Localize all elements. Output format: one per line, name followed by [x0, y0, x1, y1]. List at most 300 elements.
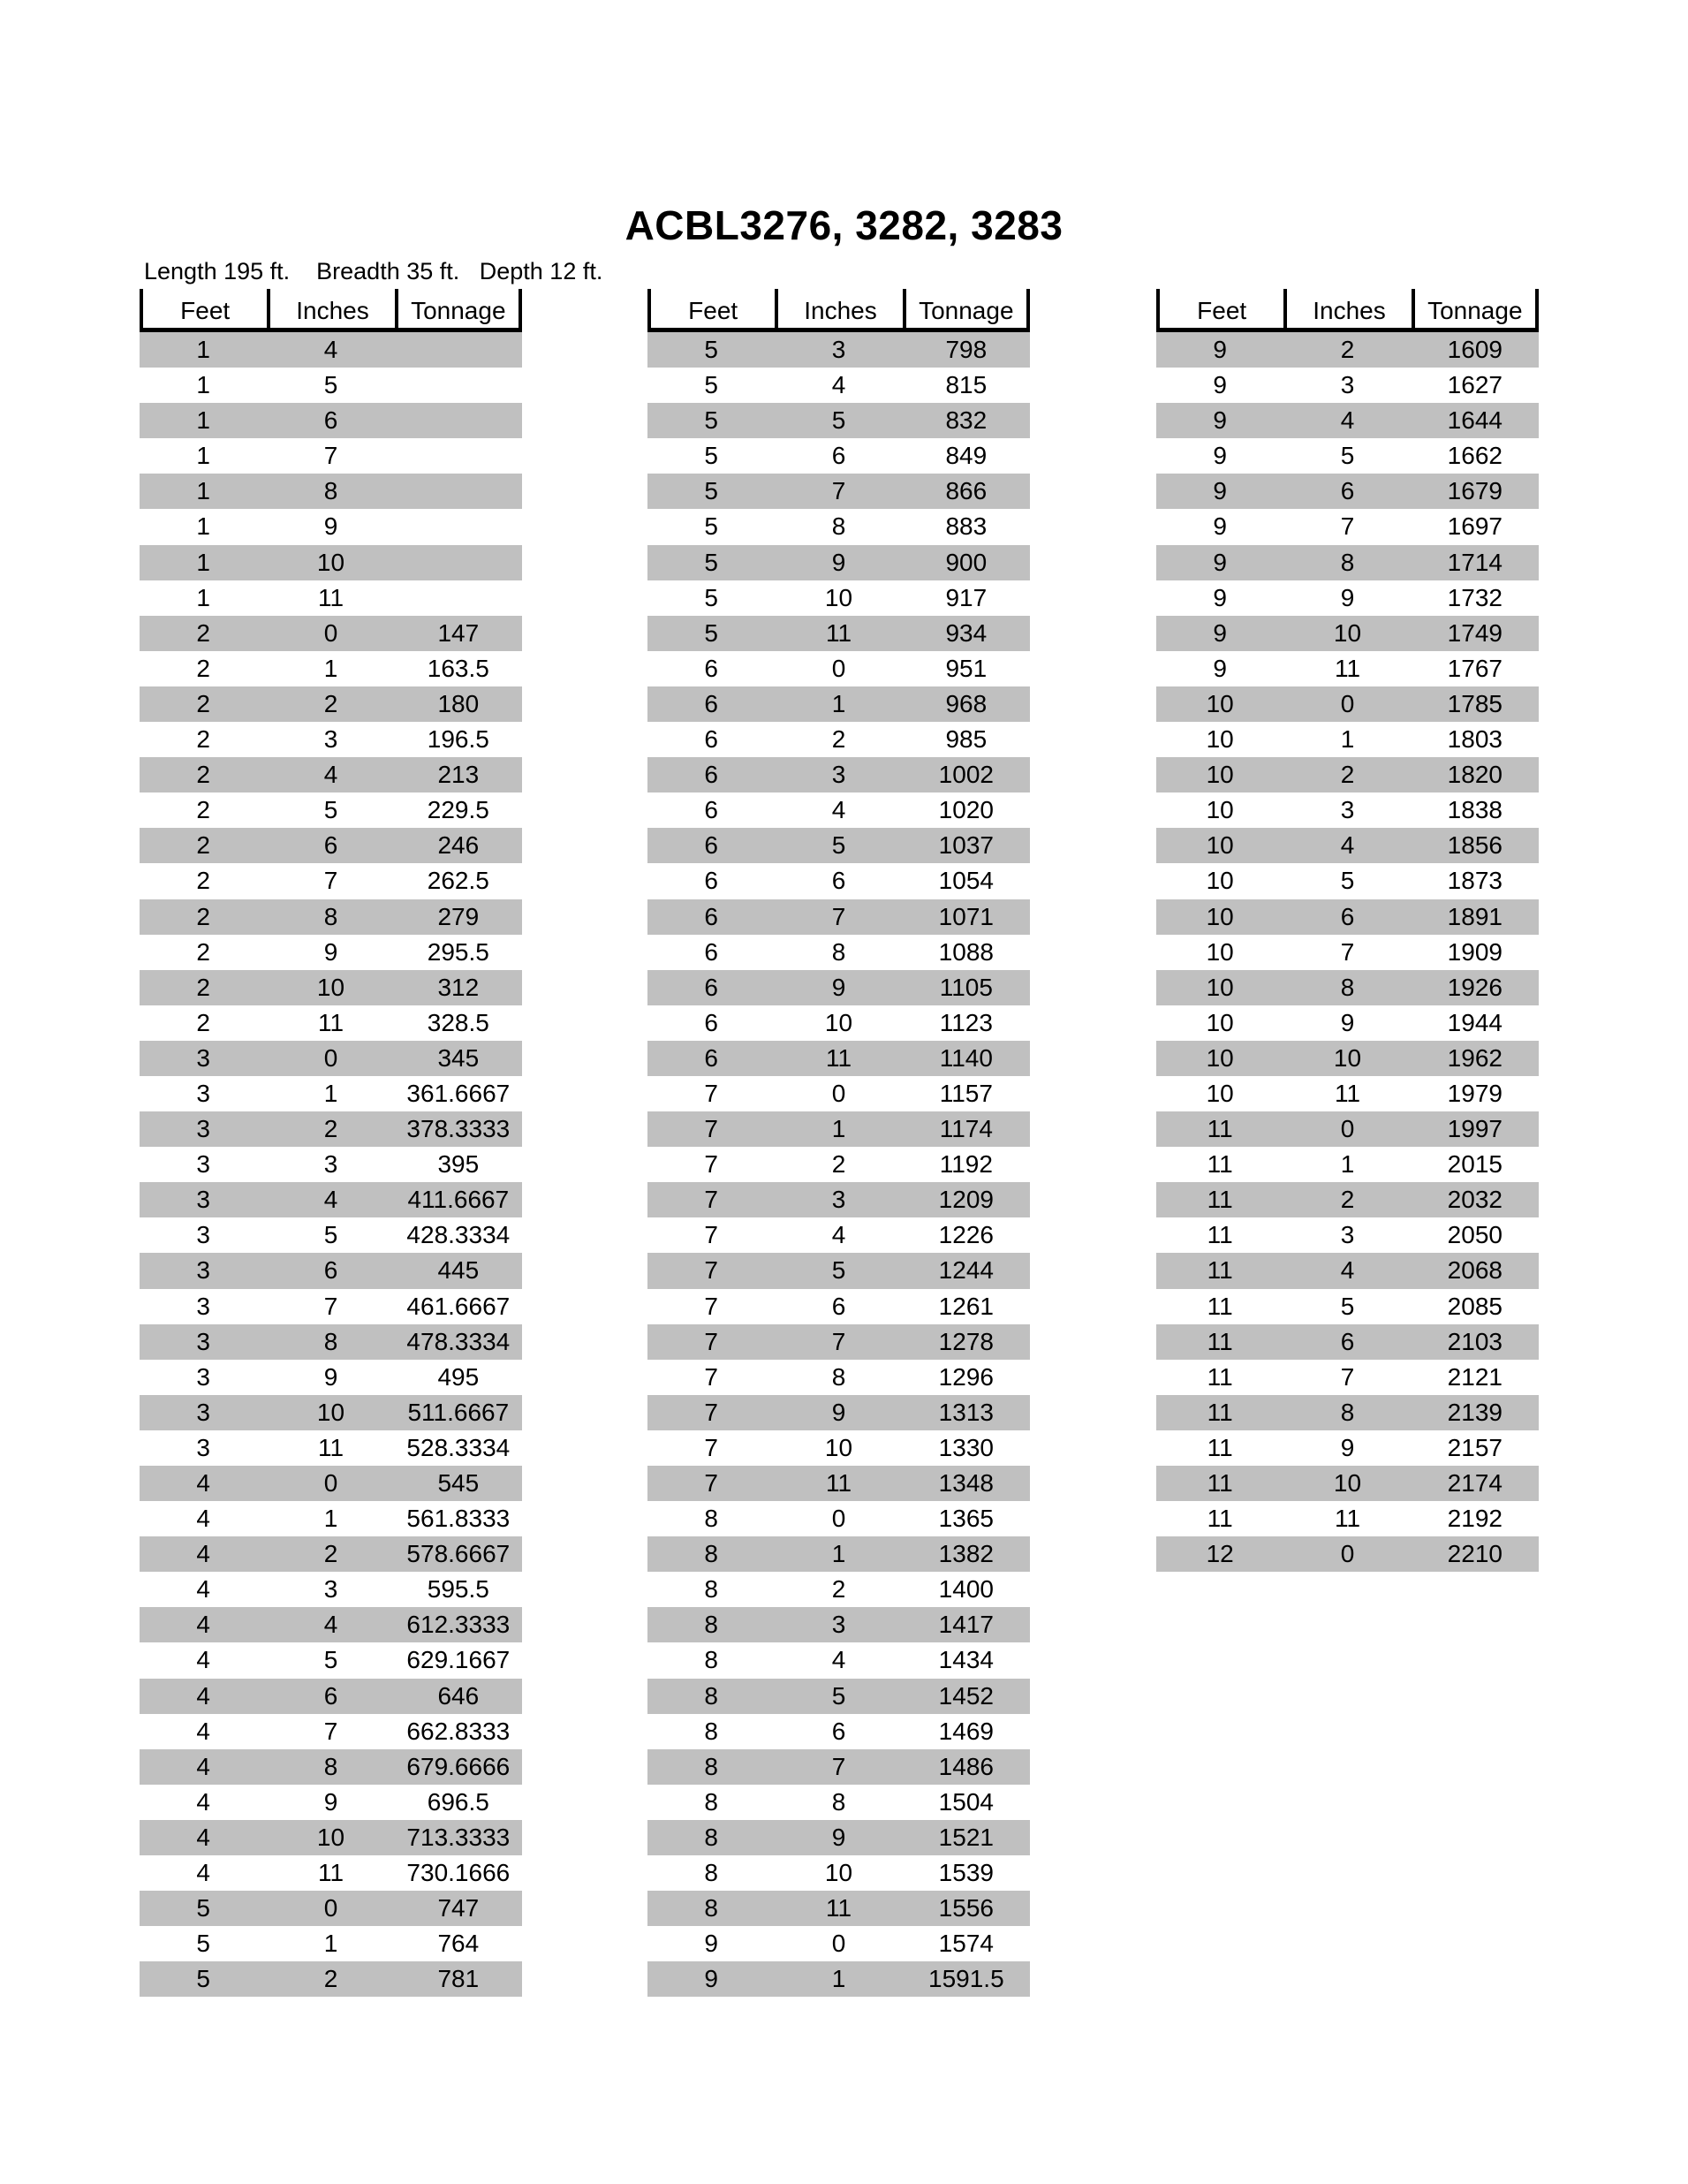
table-row — [1156, 828, 1539, 863]
cell-feet: 10 — [1206, 1043, 1234, 1072]
cell-tonnage: 815 — [945, 371, 988, 399]
cell-tonnage: 345 — [437, 1043, 480, 1072]
cell-inches: 0 — [323, 1894, 338, 1922]
cell-inches: 5 — [1340, 1292, 1355, 1320]
cell-feet: 8 — [704, 1540, 718, 1568]
cell-tonnage: 679.6666 — [406, 1752, 511, 1780]
cell-inches: 1 — [1340, 1150, 1355, 1179]
cell-feet: 10 — [1206, 725, 1234, 754]
cell-inches: 10 — [824, 583, 853, 611]
cell-inches: 5 — [323, 1221, 338, 1249]
cell-inches: 2 — [831, 1575, 846, 1604]
table-row — [647, 1926, 1030, 1961]
cell-inches: 2 — [323, 1115, 338, 1143]
cell-feet: 9 — [1213, 654, 1227, 682]
cell-tonnage: 2050 — [1447, 1221, 1503, 1249]
cell-feet: 5 — [704, 406, 718, 435]
cell-tonnage — [395, 580, 522, 616]
cell-feet: 6 — [704, 761, 718, 789]
cell-inches: 3 — [831, 1611, 846, 1639]
cell-feet: 2 — [196, 1008, 210, 1036]
cell-feet: 9 — [704, 1965, 718, 1993]
table-row — [647, 403, 1030, 438]
cell-inches: 11 — [317, 1008, 344, 1036]
cell-feet: 8 — [704, 1505, 718, 1533]
table-row — [1156, 332, 1539, 368]
vessel-dimensions: Length 195 ft. Breadth 35 ft. Depth 12 ft. — [144, 258, 603, 284]
cell-inches: 11 — [317, 1433, 344, 1461]
table-row — [1156, 616, 1539, 651]
cell-inches: 5 — [323, 371, 338, 399]
cell-feet: 8 — [704, 1894, 718, 1922]
cell-inches: 9 — [323, 1787, 338, 1816]
table-row — [140, 863, 522, 899]
cell-tonnage: 1609 — [1447, 336, 1503, 363]
table-row — [1156, 1536, 1539, 1572]
cell-feet: 6 — [704, 867, 718, 895]
cell-tonnage: 1997 — [1447, 1115, 1503, 1143]
cell-inches: 0 — [323, 1043, 338, 1072]
table-row — [140, 1466, 522, 1501]
table-row — [647, 935, 1030, 970]
cell-feet: 1 — [196, 406, 210, 435]
cell-inches: 4 — [831, 1646, 846, 1674]
cell-inches: 2 — [1340, 1186, 1355, 1214]
cell-inches: 10 — [316, 1398, 345, 1426]
cell-tonnage: 1296 — [938, 1362, 994, 1391]
cell-feet: 6 — [704, 831, 718, 860]
cell-tonnage: 1591.5 — [928, 1965, 1004, 1993]
cell-tonnage — [395, 509, 522, 544]
cell-feet: 8 — [704, 1823, 718, 1851]
cell-inches: 1 — [323, 1079, 338, 1107]
cell-feet: 4 — [196, 1717, 210, 1745]
cell-tonnage: 1174 — [939, 1115, 993, 1143]
cell-tonnage: 445 — [437, 1256, 480, 1285]
cell-feet: 10 — [1206, 902, 1234, 930]
cell-tonnage: 832 — [945, 406, 988, 435]
table-row — [647, 1147, 1030, 1182]
cell-tonnage: 229.5 — [427, 796, 489, 824]
cell-tonnage: 1002 — [938, 761, 994, 789]
cell-tonnage: 461.6667 — [406, 1292, 511, 1320]
table-row — [647, 438, 1030, 474]
table-row — [140, 616, 522, 651]
table-row — [647, 1466, 1030, 1501]
cell-tonnage: 478.3334 — [406, 1327, 511, 1355]
cell-feet: 3 — [196, 1150, 210, 1179]
cell-tonnage: 1434 — [938, 1646, 994, 1674]
cell-tonnage: 1679 — [1447, 477, 1503, 505]
cell-tonnage: 2085 — [1447, 1292, 1503, 1320]
cell-inches: 1 — [831, 1115, 846, 1143]
cell-inches: 9 — [831, 1398, 846, 1426]
cell-feet: 10 — [1206, 796, 1234, 824]
cell-feet: 2 — [196, 937, 210, 966]
cell-inches: 9 — [831, 548, 846, 576]
table-row — [1156, 438, 1539, 474]
cell-feet: 12 — [1206, 1540, 1234, 1568]
cell-feet: 6 — [704, 654, 718, 682]
cell-tonnage: 180 — [437, 689, 480, 717]
cell-feet: 9 — [1213, 548, 1227, 576]
cell-inches: 3 — [831, 1186, 846, 1214]
cell-tonnage: 1088 — [938, 937, 994, 966]
cell-inches: 7 — [323, 442, 338, 470]
cell-feet: 10 — [1206, 937, 1234, 966]
cell-inches: 4 — [1340, 406, 1355, 435]
cell-inches: 3 — [1340, 796, 1355, 824]
table-row — [1156, 1217, 1539, 1253]
table-row — [647, 1324, 1030, 1360]
cell-inches: 11 — [1334, 654, 1361, 682]
cell-feet: 7 — [704, 1150, 718, 1179]
cell-tonnage: 1417 — [938, 1611, 994, 1639]
header-inches: Inches — [775, 289, 902, 328]
cell-tonnage: 196.5 — [427, 725, 489, 754]
table-row — [1156, 722, 1539, 757]
cell-feet: 7 — [704, 1362, 718, 1391]
table-body — [1156, 332, 1539, 1572]
cell-inches: 3 — [323, 1575, 338, 1604]
cell-tonnage — [395, 368, 522, 403]
cell-feet: 4 — [196, 1611, 210, 1639]
cell-inches: 5 — [323, 796, 338, 824]
cell-tonnage: 1926 — [1447, 973, 1503, 1001]
cell-feet: 4 — [196, 1787, 210, 1816]
cell-tonnage: 1714 — [1447, 548, 1503, 576]
cell-feet: 11 — [1207, 1433, 1233, 1461]
cell-inches: 0 — [323, 1469, 338, 1497]
table-row — [647, 1891, 1030, 1926]
cell-feet: 4 — [196, 1859, 210, 1887]
cell-tonnage: 900 — [945, 548, 988, 576]
header-tonnage: Tonnage — [903, 289, 1030, 328]
cell-feet: 4 — [196, 1540, 210, 1568]
cell-inches: 8 — [831, 937, 846, 966]
cell-tonnage — [395, 438, 522, 474]
cell-inches: 0 — [831, 654, 846, 682]
table-row — [140, 1147, 522, 1182]
cell-inches: 7 — [1340, 937, 1355, 966]
table-row — [140, 1642, 522, 1678]
cell-inches: 11 — [825, 618, 852, 647]
table-row — [140, 1855, 522, 1891]
cell-feet: 7 — [704, 1292, 718, 1320]
cell-tonnage: 147 — [437, 618, 480, 647]
table-row — [647, 474, 1030, 509]
table-row — [140, 1961, 522, 1997]
cell-feet: 8 — [704, 1575, 718, 1604]
table-row — [647, 1749, 1030, 1785]
cell-tonnage: 1856 — [1447, 831, 1503, 860]
cell-inches: 4 — [831, 1221, 846, 1249]
cell-feet: 9 — [704, 1930, 718, 1958]
cell-inches: 7 — [831, 902, 846, 930]
cell-tonnage: 1123 — [939, 1008, 993, 1036]
table-row — [140, 1607, 522, 1642]
cell-inches: 2 — [1340, 336, 1355, 363]
table-row — [1156, 1005, 1539, 1041]
cell-inches: 0 — [1340, 1115, 1355, 1143]
cell-inches: 10 — [824, 1008, 853, 1036]
table-row — [140, 368, 522, 403]
table-row — [140, 1324, 522, 1360]
table-row — [647, 1536, 1030, 1572]
cell-inches: 1 — [1340, 725, 1355, 754]
table-row — [140, 651, 522, 686]
cell-inches: 7 — [323, 1717, 338, 1745]
cell-tonnage: 849 — [945, 442, 988, 470]
cell-feet: 5 — [704, 371, 718, 399]
cell-inches: 6 — [831, 1717, 846, 1745]
cell-tonnage: 1891 — [1447, 902, 1503, 930]
table-row — [140, 828, 522, 863]
table-row — [1156, 1076, 1539, 1111]
cell-tonnage: 2192 — [1447, 1505, 1503, 1533]
table-row — [647, 1430, 1030, 1466]
cell-tonnage: 2139 — [1447, 1398, 1503, 1426]
cell-inches: 8 — [1340, 973, 1355, 1001]
tonnage-table-2 — [647, 289, 1030, 1997]
cell-tonnage: 411.6667 — [407, 1186, 510, 1214]
cell-feet: 4 — [196, 1681, 210, 1710]
cell-inches: 4 — [1340, 831, 1355, 860]
cell-inches: 3 — [323, 725, 338, 754]
table-row — [647, 1076, 1030, 1111]
cell-feet: 3 — [196, 1433, 210, 1461]
cell-feet: 11 — [1207, 1327, 1233, 1355]
table-row — [647, 509, 1030, 544]
table-row — [647, 1572, 1030, 1607]
cell-tonnage: 2032 — [1447, 1186, 1503, 1214]
cell-feet: 8 — [704, 1787, 718, 1816]
cell-tonnage: 747 — [437, 1894, 480, 1922]
cell-feet: 10 — [1206, 1008, 1234, 1036]
cell-inches: 10 — [1333, 1043, 1362, 1072]
cell-feet: 4 — [196, 1469, 210, 1497]
cell-tonnage: 1037 — [938, 831, 994, 860]
table-row — [647, 332, 1030, 368]
table-row — [1156, 1360, 1539, 1395]
cell-feet: 5 — [196, 1965, 210, 1993]
cell-tonnage: 545 — [437, 1469, 480, 1497]
cell-inches: 5 — [1340, 867, 1355, 895]
cell-tonnage: 968 — [945, 689, 988, 717]
cell-inches: 6 — [831, 867, 846, 895]
cell-feet: 5 — [704, 512, 718, 541]
cell-feet: 10 — [1206, 973, 1234, 1001]
cell-tonnage: 1244 — [938, 1256, 994, 1285]
cell-feet: 11 — [1207, 1505, 1233, 1533]
cell-inches: 9 — [323, 1362, 338, 1391]
cell-feet: 5 — [704, 336, 718, 363]
table-row — [140, 1714, 522, 1749]
table-header — [1156, 289, 1539, 332]
document-title: ACBL3276, 3282, 3283 — [624, 202, 1064, 248]
cell-tonnage: 561.8333 — [406, 1505, 511, 1533]
cell-feet: 2 — [196, 902, 210, 930]
cell-inches: 8 — [323, 1752, 338, 1780]
table-row — [1156, 1395, 1539, 1430]
cell-tonnage: 328.5 — [427, 1008, 489, 1036]
cell-inches: 2 — [323, 1965, 338, 1993]
cell-feet: 11 — [1207, 1150, 1233, 1179]
cell-inches: 5 — [831, 1256, 846, 1285]
cell-feet: 6 — [704, 689, 718, 717]
cell-feet: 2 — [196, 654, 210, 682]
cell-inches: 1 — [831, 689, 846, 717]
cell-inches: 7 — [1340, 512, 1355, 541]
cell-tonnage: 646 — [437, 1681, 480, 1710]
table-row — [1156, 651, 1539, 686]
cell-feet: 10 — [1206, 689, 1234, 717]
cell-inches: 2 — [1340, 761, 1355, 789]
cell-feet: 11 — [1207, 1115, 1233, 1143]
cell-feet: 11 — [1207, 1398, 1233, 1426]
cell-inches: 2 — [323, 1540, 338, 1568]
cell-feet: 4 — [196, 1646, 210, 1674]
cell-inches: 9 — [831, 1823, 846, 1851]
cell-inches: 10 — [1333, 1469, 1362, 1497]
table-row — [647, 828, 1030, 863]
cell-inches: 5 — [831, 406, 846, 435]
cell-feet: 3 — [196, 1327, 210, 1355]
cell-feet: 8 — [704, 1646, 718, 1674]
table-row — [140, 509, 522, 544]
cell-tonnage: 662.8333 — [406, 1717, 511, 1745]
table-row — [647, 368, 1030, 403]
table-row — [140, 1076, 522, 1111]
table-row — [647, 1253, 1030, 1288]
cell-inches: 4 — [323, 336, 338, 363]
cell-feet: 6 — [704, 1043, 718, 1072]
cell-tonnage: 279 — [437, 902, 480, 930]
cell-inches: 11 — [1334, 1079, 1361, 1107]
cell-inches: 8 — [831, 1787, 846, 1816]
cell-tonnage: 1261 — [938, 1292, 994, 1320]
cell-tonnage: 1944 — [1447, 1008, 1503, 1036]
cell-feet: 6 — [704, 725, 718, 754]
cell-inches: 6 — [323, 406, 338, 435]
cell-feet: 7 — [704, 1256, 718, 1285]
cell-tonnage: 713.3333 — [406, 1823, 511, 1851]
cell-tonnage: 951 — [945, 654, 988, 682]
cell-tonnage: 578.6667 — [406, 1540, 511, 1568]
cell-inches: 9 — [831, 973, 846, 1001]
cell-feet: 1 — [196, 548, 210, 576]
table-row — [140, 1182, 522, 1217]
cell-tonnage: 1732 — [1447, 583, 1503, 611]
cell-tonnage: 1962 — [1447, 1043, 1503, 1072]
cell-feet: 9 — [1213, 618, 1227, 647]
cell-feet: 8 — [704, 1859, 718, 1887]
table-row — [1156, 970, 1539, 1005]
cell-tonnage: 2015 — [1447, 1150, 1503, 1179]
table-row — [647, 792, 1030, 828]
cell-feet: 3 — [196, 1186, 210, 1214]
table-row — [140, 1536, 522, 1572]
cell-feet: 9 — [1213, 477, 1227, 505]
cell-feet: 9 — [1213, 583, 1227, 611]
cell-tonnage: 2174 — [1447, 1469, 1503, 1497]
table-row — [140, 970, 522, 1005]
table-row — [140, 1005, 522, 1041]
table-row — [647, 899, 1030, 935]
table-row — [647, 1961, 1030, 1997]
table-row — [647, 1289, 1030, 1324]
table-row — [140, 686, 522, 722]
cell-feet: 1 — [196, 442, 210, 470]
cell-tonnage: 1909 — [1447, 937, 1503, 966]
cell-feet: 2 — [196, 689, 210, 717]
cell-tonnage: 1627 — [1447, 371, 1503, 399]
cell-tonnage: 2210 — [1447, 1540, 1503, 1568]
cell-tonnage: 985 — [945, 725, 988, 754]
cell-feet: 8 — [704, 1681, 718, 1710]
table-row — [1156, 686, 1539, 722]
table-row — [140, 1820, 522, 1855]
table-row — [647, 1679, 1030, 1714]
cell-tonnage: 1469 — [938, 1717, 994, 1745]
cell-tonnage: 764 — [437, 1930, 480, 1958]
table-row — [647, 722, 1030, 757]
table-row — [140, 1572, 522, 1607]
cell-inches: 11 — [317, 1859, 344, 1887]
cell-tonnage: 1504 — [938, 1787, 994, 1816]
cell-inches: 9 — [1340, 583, 1355, 611]
table-row — [140, 1679, 522, 1714]
table-row — [1156, 474, 1539, 509]
cell-tonnage — [395, 545, 522, 580]
cell-feet: 5 — [704, 442, 718, 470]
table-row — [647, 1714, 1030, 1749]
cell-tonnage: 1020 — [938, 796, 994, 824]
table-row — [647, 1501, 1030, 1536]
cell-tonnage: 612.3333 — [406, 1611, 511, 1639]
cell-inches: 7 — [1340, 1362, 1355, 1391]
table-row — [140, 1041, 522, 1076]
cell-tonnage: 1226 — [938, 1221, 994, 1249]
cell-feet: 4 — [196, 1575, 210, 1604]
cell-feet: 7 — [704, 1186, 718, 1214]
cell-tonnage: 1486 — [938, 1752, 994, 1780]
cell-tonnage: 781 — [437, 1965, 480, 1993]
cell-feet: 3 — [196, 1115, 210, 1143]
cell-feet: 8 — [704, 1611, 718, 1639]
cell-feet: 5 — [704, 548, 718, 576]
cell-inches: 8 — [831, 512, 846, 541]
cell-tonnage: 495 — [437, 1362, 480, 1391]
table-row — [140, 1430, 522, 1466]
cell-inches: 7 — [831, 477, 846, 505]
cell-tonnage: 1838 — [1447, 796, 1503, 824]
cell-tonnage: 2103 — [1447, 1327, 1503, 1355]
table-row — [647, 616, 1030, 651]
table-row — [647, 1360, 1030, 1395]
table-row — [140, 722, 522, 757]
cell-feet: 1 — [196, 477, 210, 505]
cell-feet: 11 — [1207, 1221, 1233, 1249]
table-row — [1156, 368, 1539, 403]
table-row — [1156, 545, 1539, 580]
header-feet: Feet — [1156, 289, 1283, 328]
table-row — [647, 1041, 1030, 1076]
table-row — [647, 545, 1030, 580]
table-row — [647, 1855, 1030, 1891]
cell-tonnage: 1365 — [938, 1505, 994, 1533]
cell-inches: 1 — [323, 1505, 338, 1533]
